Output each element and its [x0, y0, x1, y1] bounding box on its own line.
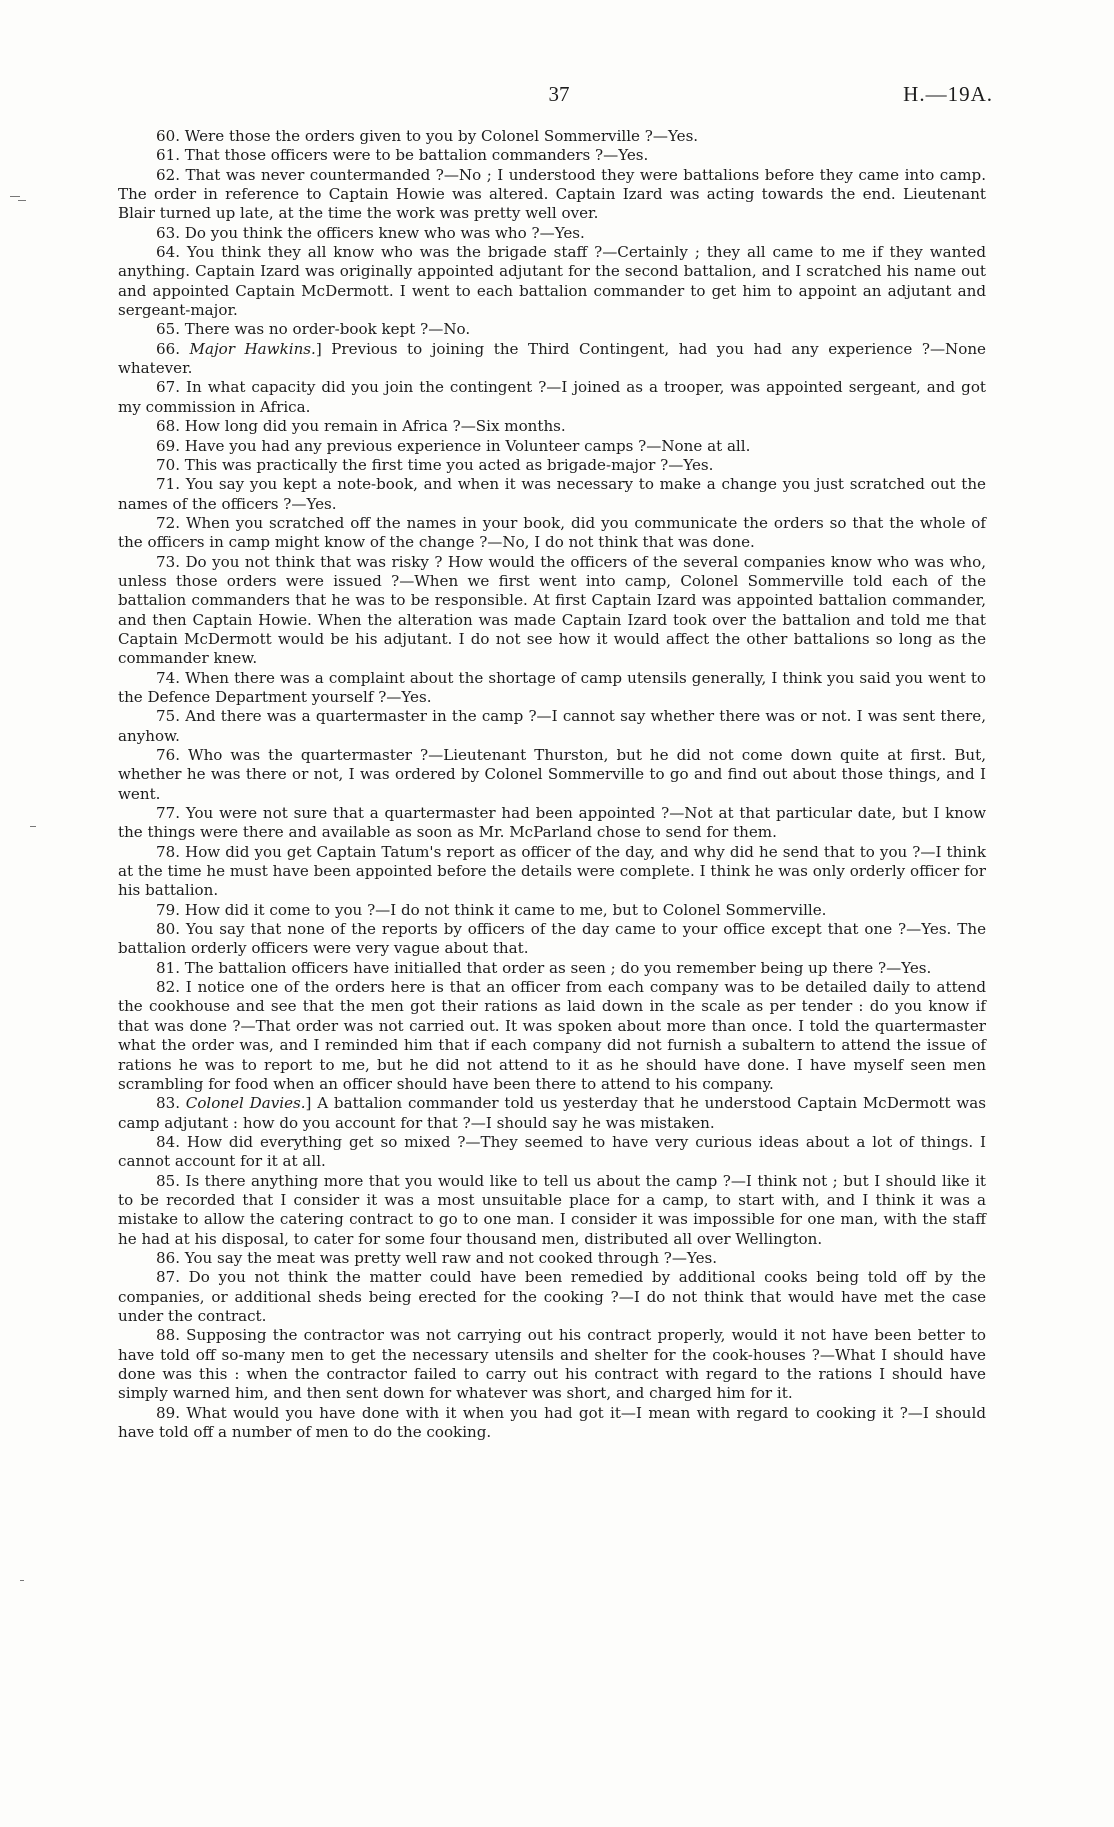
paragraph: 63. Do you think the officers knew who was who ?—Yes. — [156, 223, 585, 242]
paragraph: 66. Major Hawkins.] Previous to joining the Third Contingent, had you had any experience ?—None whatever. — [118, 339, 986, 378]
paragraph: 79. How did it come to you ?—I do not think it came to me, but to Colonel Sommerville. — [156, 900, 827, 919]
paragraph: 85. Is there anything more that you would like to tell us about the camp ?—I think not ; but I should like it to be recorded that I consider it was a most unsuitable place for a camp, to start with, and I think it was a mistake to allow the catering contract to go to one man. I consider it was impossible for one man, with the staff he had at his disposal, to cater for some four thousand men, distributed all over Wellington. — [118, 1171, 986, 1248]
paragraph: 81. The battalion officers have initialled that order as seen ; do you remember being up there ?—Yes. — [156, 958, 932, 977]
speaker-name: Major Hawkins. — [189, 339, 316, 358]
margin-mark — [18, 200, 26, 201]
paragraph: 69. Have you had any previous experience in Volunteer camps ?—None at all. — [156, 436, 751, 455]
paragraph: 73. Do you not think that was risky ? How would the officers of the several companies know who was who, unless those orders were issued ?—When we first went into camp, Colonel Sommerville told each of the battalion commanders that he was to be responsible. At first Captain Izard was appointed battalion commander, and then Captain Howie. When the alteration was made Captain Izard took over the battalion and told me that Captain McDermott would be his adjutant. I do not see how it would affect the other battalions so long as the commander knew. — [118, 552, 986, 668]
paragraph: 60. Were those the orders given to you by Colonel Sommerville ?—Yes. — [156, 127, 699, 145]
speaker-name: Colonel Davies. — [185, 1094, 306, 1113]
paragraph: 82. I notice one of the orders here is that an officer from each company was to be detailed daily to attend the cookhouse and see that the men got their rations as laid down in the scale as per tender : do you know if that was done ?—That order was not carried out. It was spoken about more than once. I told the quartermaster what the order was, and I reminded him that if each company did not furnish a subaltern to attend the issue of rations he was to report to me, but he did not attend to it as he should have done. I have myself seen men scrambling for food when an officer should have been there to attend to his company. — [118, 978, 986, 1093]
paragraph: 67. In what capacity did you join the contingent ?—I joined as a trooper, was appointed sergeant, and got my commission in Africa. — [118, 378, 986, 416]
paragraph: 65. There was no order-book kept ?—No. — [156, 320, 471, 339]
margin-mark — [20, 1580, 24, 1581]
paragraph: 74. When there was a complaint about the shortage of camp utensils generally, I think you said you went to the Defence Department yourself ?—Yes. — [118, 668, 986, 706]
paragraph: 64. You think they all know who was the brigade staff ?—Certainly ; they all came to me if they wanted anything. Captain Izard was originally appointed adjutant for the second battalion, and I scratched his name out and appointed Captain McDermott. I went to each battalion commander to get him to appoint an adjutant and sergeant-major. — [118, 243, 986, 320]
body-text — [118, 127, 986, 1442]
document-code: H.—19A. — [903, 82, 993, 106]
page-number: 37 — [548, 82, 570, 106]
paragraph: 86. You say the meat was pretty well raw and not cooked through ?—Yes. — [156, 1248, 718, 1267]
paragraph: 89. What would you have done with it when you had got it—I mean with regard to cooking it ?—I should have told off a number of men to do the cooking. — [118, 1403, 986, 1442]
paragraph: 61. That those officers were to be battalion commanders ?—Yes. — [156, 146, 649, 165]
paragraph: 71. You say you kept a note-book, and when it was necessary to make a change you just scratched out the names of the officers ?—Yes. — [118, 475, 986, 513]
paragraph: 70. This was practically the first time you acted as brigade-major ?—Yes. — [156, 455, 714, 474]
paragraph: 76. Who was the quartermaster ?—Lieutenant Thurston, but he did not come down quite at first. But, whether he was there or not, I was ordered by Colonel Sommerville to go and find out about those things, and I went. — [118, 746, 986, 803]
paragraph: 88. Supposing the contractor was not carrying out his contract properly, would it not have been better to have told off so-many men to get the necessary utensils and shelter for the cook-houses ?—What I should have done was this : when the contractor failed to carry out his contract with regard to the rations I should have simply warned him, and then sent down for whatever was short, and charged him for it. — [118, 1326, 986, 1403]
paragraph: 84. How did everything get so mixed ?—They seemed to have very curious ideas about a lot of things. I cannot account for it at all. — [118, 1132, 986, 1171]
paragraph: 72. When you scratched off the names in your book, did you communicate the orders so that the whole of the officers in camp might know of the change ?—No, I do not think that was done. — [118, 513, 986, 552]
margin-mark — [30, 826, 36, 827]
paragraph: 78. How did you get Captain Tatum's report as officer of the day, and why did he send that to you ?—I think at the time he must have been appointed before the details were complete. I think he was only orderly officer for his battalion. — [118, 842, 986, 900]
paragraph: 75. And there was a quartermaster in the camp ?—I cannot say whether there was or not. I was sent there, anyhow. — [118, 707, 986, 745]
paragraph: 77. You were not sure that a quartermaster had been appointed ?—Not at that particular date, but I know the things were there and available as soon as Mr. McParland chose to send for them. — [118, 804, 986, 842]
paragraph: 87. Do you not think the matter could have been remedied by additional cooks being told off by the companies, or additional sheds being erected for the cooking ?—I do not think that would have met the case under the contract. — [118, 1268, 986, 1325]
margin-mark — [10, 196, 20, 197]
paragraph: 68. How long did you remain in Africa ?—Six months. — [156, 417, 566, 436]
paragraph: 80. You say that none of the reports by officers of the day came to your office except that one ?—Yes. The battalion orderly officers were very vague about that. — [118, 920, 986, 958]
paragraph: 62. That was never countermanded ?—No ; I understood they were battalions before they came into camp. The order in reference to Captain Howie was altered. Captain Izard was acting towards the end. Lieutenant Blair turned up late, at the time the work was pretty well over. — [118, 165, 986, 223]
paragraph: 83. Colonel Davies.] A battalion commander told us yesterday that he understood Captain McDermott was camp adjutant : how do you account for that ?—I should say he was mistaken. — [118, 1094, 986, 1132]
